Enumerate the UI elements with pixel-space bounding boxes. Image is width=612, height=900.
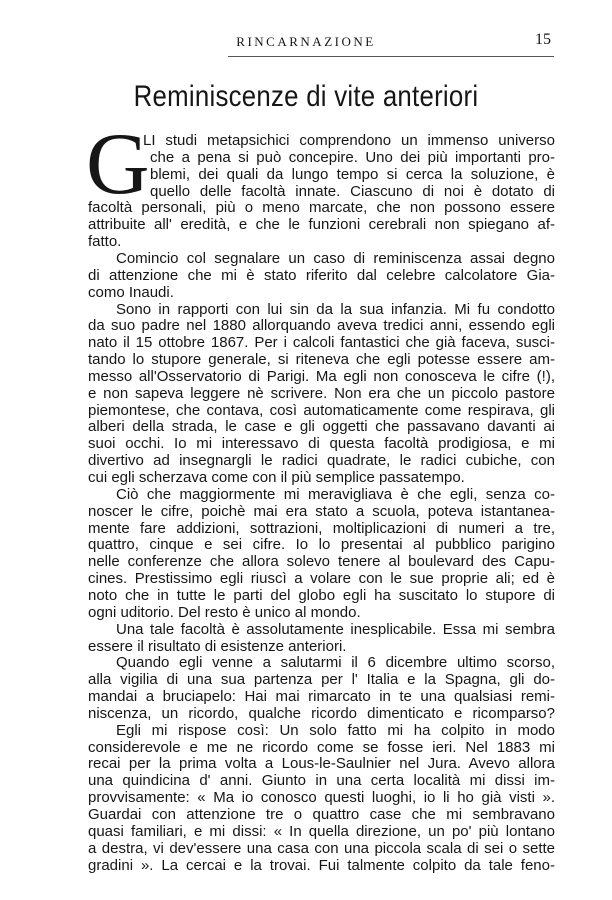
text-line: noto che in tutte le parti del globo egli ha suscitato lo stupore di [88,586,555,604]
text-line: cui egli scherzava come con il più semplice passatempo. [88,469,465,486]
text-line: LI studi metapsichici comprendono un immenso universo [143,132,555,149]
text-line: nelle conferenze che allora solevo tenere al boulevard des Capu- [88,553,555,571]
text-line: niscenza, un ricordo, qualche ricordo dimenticato e ricomparso? [88,704,555,722]
text-line: cines. Prestissimo egli riuscì a volare con le sue proprie ali; ed è [88,570,555,588]
text-line: divertivo ad insegnargli le radici quadrate, le radici cubiche, con [88,452,555,470]
text-line: mente fare addizioni, sottrazioni, moltiplicazioni di numeri a tre, [88,519,555,537]
text-line: facoltà personali, più o meno marcate, che non possono essere [88,199,555,217]
text-line: noscer le cifre, poichè mai era stato a scuola, poteva istantanea- [88,502,555,520]
text-line: attribuite all' eredità, e che le funzioni cerebrali non spiegano af- [88,216,555,234]
text-line: che a pena si può concepire. Uno dei più importanti pro- [150,148,555,166]
text-line: considerevole e me ne ricordo come se fosse ieri. Nel 1883 mi [88,738,555,756]
text-line: tando lo stupore generale, si riteneva che egli potesse essere am- [88,351,555,369]
text-line: gradini ». La cercai e la trovai. Fui talmente colpito da tale feno- [88,856,555,874]
text-line: a destra, vi dev'essere una casa con una piccola scala di sei o sette [88,839,555,857]
text-line: una quindicina d' anni. Giunto in una certa località mi dissi im- [88,772,555,790]
article-title: Reminiscenze di vite anteriori [133,80,479,113]
text-line: suoi occhi. Io mi interessavo di questa facoltà prodigiosa, e mi [88,435,555,453]
text-line: como Inaudi. [88,283,174,301]
text-line: Egli mi rispose così: Un solo fatto mi ha colpito in modo [116,721,555,739]
running-header: RINCARNAZIONE [236,34,376,49]
text-line: Ciò che maggiormente mi meravigliava è che egli, senza co- [116,485,555,503]
page-number: 15 [535,31,551,48]
text-line: nato il 15 ottobre 1867. Per i calcoli fantastici che già faceva, susci- [88,334,555,352]
text-line: ogni uditorio. Del resto è unico al mondo. [88,603,361,621]
text-line: quasi familiari, e mi dissi: « In quella direzione, un po' più lontano [88,822,555,840]
text-line: alberi della strada, le case e gli oggetti che passavano davanti ai [88,418,555,436]
text-line: alla vigilia di una sua partenza per l' Italia e la Spagna, gli do- [88,671,555,689]
text-line: provvisamente: « Ma io conosco questi luoghi, io li ho già visti ». [88,789,555,807]
text-line: messo all'Osservatorio di Parigi. Ma egli non conosceva le cifre (!), [88,367,555,385]
text-line: Comincio col segnalare un caso di reminiscenza assai degno [116,249,555,267]
text-line: Quando egli venne a salutarmi il 6 dicembre ultimo scorso, [116,654,555,672]
header-rule [228,56,554,57]
text-line: Una tale facoltà è assolutamente inesplicabile. Essa mi sembra [116,620,555,638]
text-line: recai per la prima volta a Lous-le-Saulnier nel Jura. Avevo allora [88,755,555,773]
text-line: Sono in rapporti con lui sin da la sua infanzia. Mi fu condotto [116,300,555,318]
text-line: di attenzione che mi è stato riferito dal celebre calcolatore Gia- [88,266,555,284]
text-line: quello delle facoltà innate. Ciascuno di noi è dotato di [150,182,555,200]
text-line: blemi, dei quali da lungo tempo si cerca la soluzione, è [150,165,555,183]
text-line: mandai a bruciapelo: Hai mai rimarcato in te una qualsiasi remi- [88,688,555,706]
text-line: piemontese, che contava, così automaticamente come respirava, gli [88,401,555,419]
text-line: quattro, cinque e sei cifre. Io lo presentai al pubblico parigino [88,536,555,554]
text-line: fatto. [88,233,122,251]
text-line: Guardai con attenzione tre o quattro case che mi sembravano [88,806,555,823]
text-line: da suo padre nel 1880 allorquando aveva tredici anni, essendo egli [88,317,555,335]
text-line: essere il risultato di esistenze anteriori. [88,637,347,655]
drop-cap: G [86,116,150,213]
text-line: e non sapeva leggere nè scrivere. Non era che un piccolo pastore [88,384,555,402]
